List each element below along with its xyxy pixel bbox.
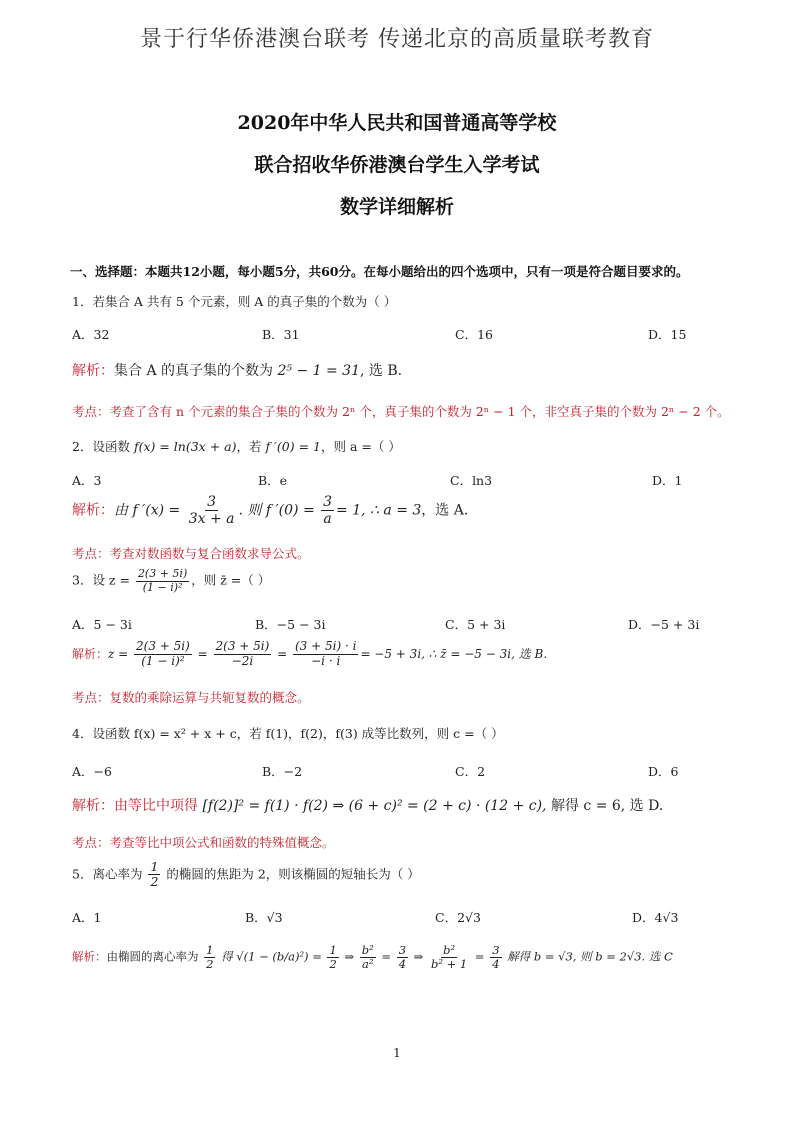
q2-option-b: B．e [258, 473, 288, 488]
q1-option-c: C．16 [455, 327, 493, 342]
title-line-1: 2020年中华人民共和国普通高等学校 [237, 112, 557, 134]
page-number: 1 [393, 1046, 401, 1060]
q2-option-d: D．1 [652, 473, 683, 488]
title-line-3: 数学详细解析 [339, 196, 454, 218]
q1-solution: 解析：集合 A 的真子集的个数为 2⁵ − 1 = 31, 选 B. [72, 363, 403, 379]
q1-option-b: B．31 [262, 327, 300, 342]
page-header: 景于行华侨港澳台联考 传递北京的高质量联考教育 [140, 27, 654, 52]
q5-solution: 解析：由椭圆的离心率为 $\frac{1}{2}$ 得 √(1 − (b/a)²) = $\frac{1}{2}$ ⇒ $\frac{\text{b²}}{\text{a²}}$ = $\frac{3}{4}$ ⇒ $\frac{\text{b²}}{\text{b² + 1}}$ = $\frac{3}{4}$ 解得 b = √3, 则 b = 2√3. 选 C [72, 943, 673, 972]
q1-option-a: A．32 [72, 327, 110, 342]
solution-label: 解析： [72, 363, 114, 379]
question-5-stem: 5．离心率为 $\frac{1}{2}$ 的椭圆的焦距为 2，则该椭圆的短轴长为（ ） [72, 859, 420, 890]
q5-option-d: D．4√3 [632, 910, 679, 925]
q2-point: 考点：考查对数函数与复合函数求导公式。 [72, 546, 310, 561]
q1-option-d: D．15 [648, 327, 687, 342]
q5-option-c: C．2√3 [435, 910, 481, 925]
q3-option-a: A．5 − 3i [72, 617, 132, 632]
question-1-stem: 1．若集合 A 共有 5 个元素，则 A 的真子集的个数为（ ） [72, 294, 397, 309]
q4-option-b: B．−2 [262, 764, 303, 779]
question-2-stem: 2．设函数 f(x) = ln(3x + a)，若 f ′(0) = 1，则 a =（ ） [72, 439, 401, 454]
q3-point: 考点：复数的乘除运算与共轭复数的概念。 [72, 690, 310, 705]
q4-option-c: C．2 [455, 764, 486, 779]
q2-option-a: A．3 [72, 473, 102, 488]
q4-option-d: D．6 [648, 764, 679, 779]
q5-option-a: A．1 [72, 910, 102, 925]
q2-solution: 解析：由 f ′(x) = $\frac{3}{3x + a}$ . 则 f ′(0) = $\frac{3}{a}$ = 1, ∴ a = 3，选 A. [72, 494, 469, 528]
q3-solution: 解析：z = $\frac{2(3 + 5i)}{\text{(1 − i)²}}$ = $\frac{2(3 + 5i)}{-2i}$ = $\frac{(3 + 5i) \cdot i}{-i \cdot i}$ = −5 + 3i, ∴ z̄ = −5 − 3i, 选 B. [72, 639, 548, 668]
question-3-stem: 3．设 z = $\frac{2(3 + 5i)}{\text{(1 − i)²}}$ ，则 z̄ =（ ） [72, 567, 271, 594]
question-4-stem: 4．设函数 f(x) = x² + x + c，若 f(1)，f(2)，f(3) 成等比数列，则 c =（ ） [72, 726, 504, 741]
section-heading: 一、选择题：本题共12小题，每小题5分，共60分。在每小题给出的四个选项中，只有一项是符合题目要求的。 [70, 264, 689, 279]
q3-option-c: C．5 + 3i [445, 617, 506, 632]
q2-option-c: C．ln3 [450, 473, 493, 488]
q1-point: 考点：考查了含有 n 个元素的集合子集的个数为 2ⁿ 个，真子集的个数为 2ⁿ − 1 个，非空真子集的个数为 2ⁿ − 2 个。 [72, 404, 730, 419]
q3-option-b: B．−5 − 3i [255, 617, 326, 632]
q4-option-a: A．−6 [72, 764, 112, 779]
title-line-2: 联合招收华侨港澳台学生入学考试 [254, 154, 540, 176]
q4-point: 考点：考查等比中项公式和函数的特殊值概念。 [72, 835, 335, 850]
q3-option-d: D．−5 + 3i [628, 617, 700, 632]
q5-option-b: B．√3 [245, 910, 283, 925]
q4-solution: 解析：由等比中项得 [f(2)]² = f(1) · f(2) ⇒ (6 + c)² = (2 + c) · (12 + c), 解得 c = 6, 选 D. [72, 798, 664, 814]
